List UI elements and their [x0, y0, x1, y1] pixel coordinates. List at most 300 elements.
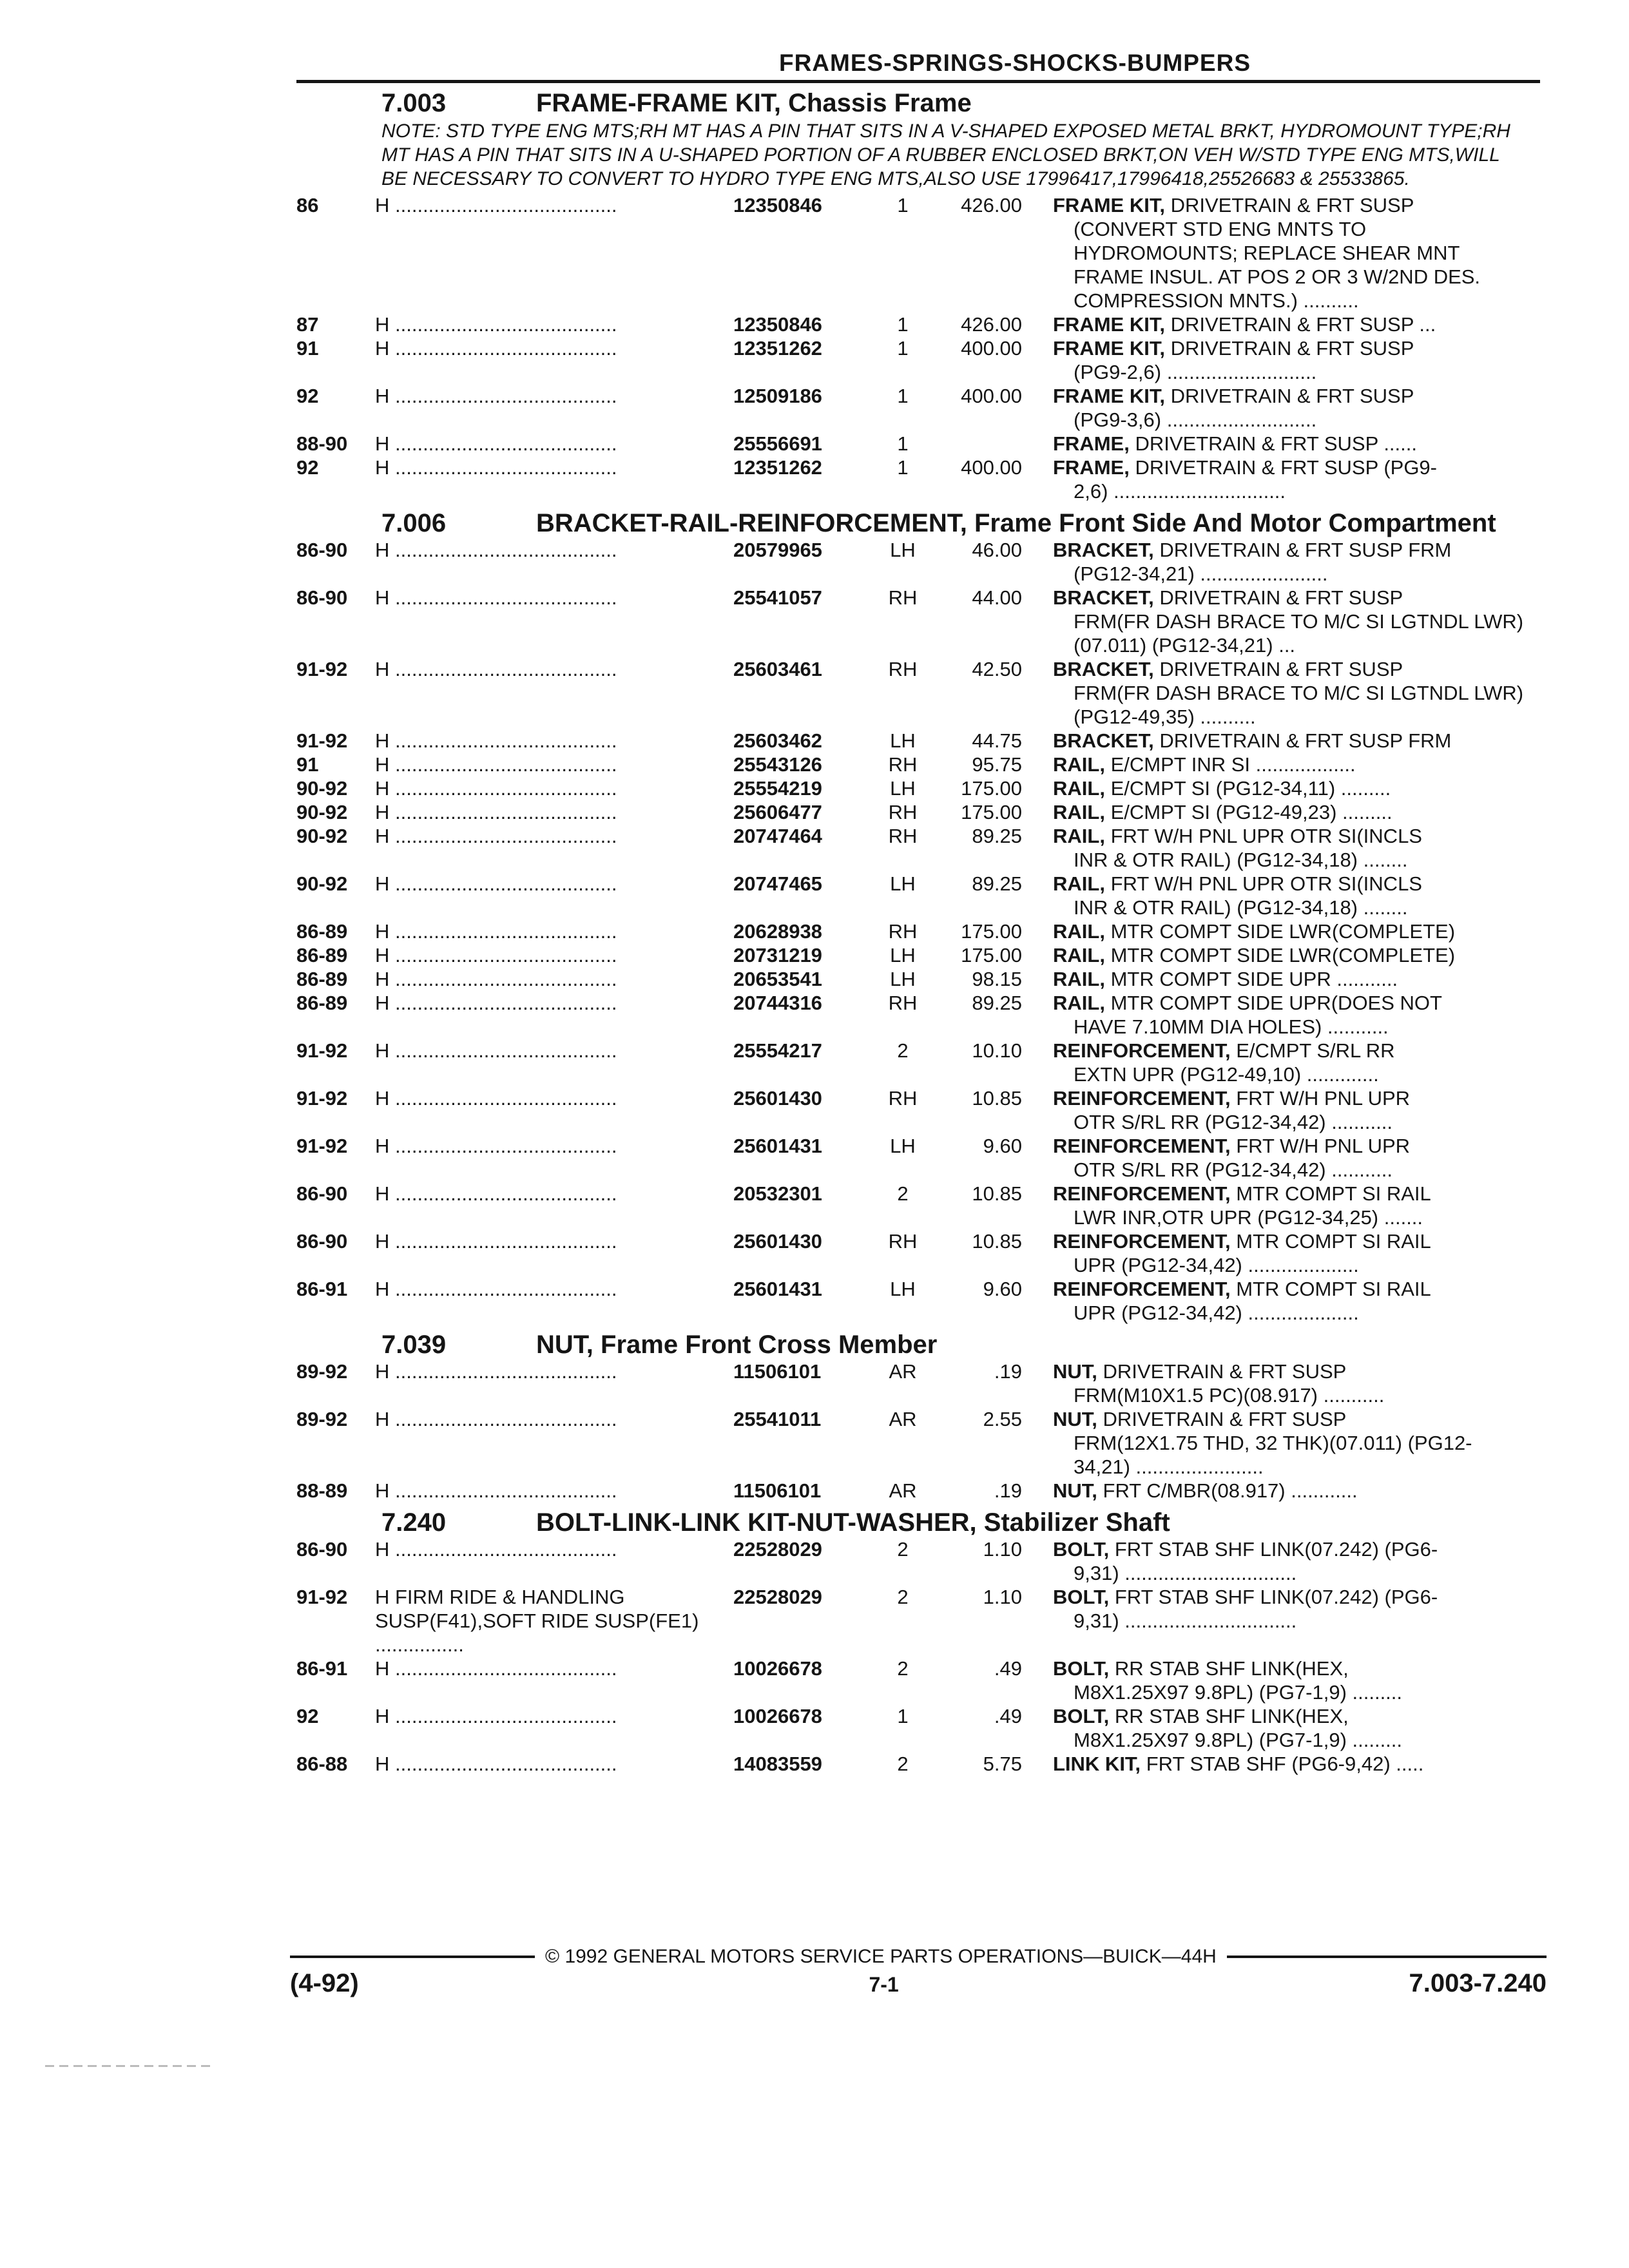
quantity: LH — [890, 777, 916, 800]
model-years: 91-92 — [296, 1135, 348, 1157]
model-years: 91-92 — [296, 729, 348, 752]
parts-row — [296, 456, 1540, 503]
part-number: 25541057 — [733, 586, 822, 609]
part-desc-continued: UPR (PG12-34,42) .................... — [1074, 1302, 1359, 1324]
header-rule — [296, 80, 1540, 83]
part-name: FRAME KIT, — [1053, 313, 1165, 336]
parts-row — [296, 729, 1540, 753]
part-desc-text: RR STAB SHF LINK(HEX, — [1114, 1657, 1349, 1680]
parts-row — [296, 776, 1540, 800]
price: 1.10 — [983, 1586, 1022, 1608]
parts-row — [296, 753, 1540, 776]
part-name: NUT, — [1053, 1360, 1097, 1383]
part-number: 25554217 — [733, 1039, 822, 1062]
footer-line — [290, 1946, 1547, 1968]
part-desc-continued: 9,31) ............................... — [1074, 1562, 1297, 1584]
part-desc-continued: EXTN UPR (PG12-49,10) ............. — [1074, 1063, 1379, 1086]
part-description — [1022, 1277, 1525, 1325]
price: 98.15 — [972, 968, 1022, 990]
price: .19 — [994, 1360, 1022, 1383]
part-description — [1022, 943, 1525, 967]
model-years: 90-92 — [296, 801, 348, 823]
part-desc-text: FRT STAB SHF LINK(07.242) (PG6- — [1114, 1586, 1438, 1608]
price: 400.00 — [961, 456, 1022, 479]
parts-row — [296, 1182, 1540, 1229]
part-number: 12350846 — [733, 194, 822, 216]
part-desc-continued: FRM(FR DASH BRACE TO M/C SI LGTNDL LWR)(07.011) (PG12-34,21) ... — [1074, 610, 1524, 657]
part-number: 11506101 — [733, 1360, 822, 1383]
part-name: BOLT, — [1053, 1657, 1110, 1680]
section-number: 7.039 — [381, 1331, 447, 1359]
part-description — [1022, 1704, 1525, 1752]
part-number: 25603461 — [733, 658, 822, 680]
part-desc-continued: M8X1.25X97 9.8PL) (PG7-1,9) ......... — [1074, 1681, 1403, 1704]
part-number: 25541011 — [733, 1408, 822, 1430]
body-code: H ........................................ — [375, 1230, 617, 1253]
quantity: 1 — [897, 337, 909, 360]
part-name: BOLT, — [1053, 1586, 1110, 1608]
quantity: 1 — [897, 385, 909, 407]
body-code: H ........................................ — [375, 1182, 617, 1205]
model-years: 86-89 — [296, 944, 348, 966]
part-desc-continued: (PG9-3,6) ........................... — [1074, 408, 1317, 431]
quantity: 1 — [897, 1705, 909, 1727]
parts-row — [296, 1752, 1540, 1776]
part-number: 25601431 — [733, 1135, 822, 1157]
parts-row — [296, 800, 1540, 824]
part-desc-continued: 9,31) ............................... — [1074, 1610, 1297, 1632]
body-code: H ........................................ — [375, 313, 617, 336]
parts-row — [296, 1537, 1540, 1585]
price: 175.00 — [961, 777, 1022, 800]
body-code: H ........................................ — [375, 1278, 617, 1300]
section-title-main: NUT, — [536, 1331, 593, 1359]
part-desc-text: E/CMPT SI (PG12-49,23) ......... — [1110, 801, 1393, 823]
body-code: H ........................................ — [375, 194, 617, 216]
quantity: 1 — [897, 456, 909, 479]
quantity: 1 — [897, 313, 909, 336]
part-number: 25601431 — [733, 1278, 822, 1300]
parts-row — [296, 824, 1540, 872]
part-description — [1022, 1657, 1525, 1704]
model-years: 86 — [296, 194, 319, 216]
model-years: 86-89 — [296, 920, 348, 943]
parts-row — [296, 1086, 1540, 1134]
part-description — [1022, 1182, 1525, 1229]
part-description — [1022, 1752, 1525, 1776]
part-desc-continued: INR & OTR RAIL) (PG12-34,18) ........ — [1074, 896, 1408, 919]
page-footer — [290, 1946, 1547, 1998]
part-desc-continued: (CONVERT STD ENG MNTS TO HYDROMOUNTS; REPLACE SHEAR MNT FRAME INSUL. AT POS 2 OR 3 W/2ND DES. COMPRESSION MNTS.) .......... — [1074, 218, 1481, 312]
part-desc-text: FRT W/H PNL UPR OTR SI(INCLS — [1110, 825, 1422, 847]
part-desc-continued: INR & OTR RAIL) (PG12-34,18) ........ — [1074, 849, 1408, 871]
part-desc-text: MTR COMPT SIDE LWR(COMPLETE) — [1110, 920, 1456, 943]
quantity: 2 — [897, 1753, 909, 1775]
part-desc-text: E/CMPT SI (PG12-34,11) ......... — [1110, 777, 1391, 800]
section-subtitle: Frame Front Side And Motor Compartment — [974, 509, 1496, 537]
part-number: 25554219 — [733, 777, 822, 800]
part-number: 20628938 — [733, 920, 822, 943]
parts-row — [296, 1229, 1540, 1277]
part-number: 25556691 — [733, 432, 822, 455]
part-name: RAIL, — [1053, 777, 1105, 800]
section-subtitle: Chassis Frame — [788, 89, 972, 117]
model-years: 91-92 — [296, 1586, 348, 1608]
body-code: H ........................................ — [375, 753, 617, 776]
model-years: 86-89 — [296, 968, 348, 990]
part-desc-text: FRT W/H PNL UPR — [1236, 1135, 1411, 1157]
parts-row — [296, 1657, 1540, 1704]
price: 9.60 — [983, 1278, 1022, 1300]
part-name: FRAME KIT, — [1053, 337, 1165, 360]
part-description — [1022, 384, 1525, 432]
quantity: LH — [890, 539, 916, 561]
body-code: H ........................................ — [375, 432, 617, 455]
part-desc-text: E/CMPT S/RL RR — [1236, 1039, 1395, 1062]
model-years: 90-92 — [296, 872, 348, 895]
parts-row — [296, 991, 1540, 1039]
body-code: H ........................................ — [375, 1087, 617, 1110]
price: 10.85 — [972, 1230, 1022, 1253]
part-desc-continued: M8X1.25X97 9.8PL) (PG7-1,9) ......... — [1074, 1729, 1403, 1751]
model-years: 86-90 — [296, 1538, 348, 1561]
part-number: 20653541 — [733, 968, 822, 990]
price: 46.00 — [972, 539, 1022, 561]
part-name: RAIL, — [1053, 872, 1105, 895]
quantity: AR — [889, 1408, 917, 1430]
part-description — [1022, 657, 1525, 729]
parts-row — [296, 919, 1540, 943]
model-years: 86-91 — [296, 1278, 348, 1300]
model-years: 91 — [296, 337, 319, 360]
price: 42.50 — [972, 658, 1022, 680]
part-desc-text: MTR COMPT SI RAIL — [1236, 1278, 1431, 1300]
price: 10.85 — [972, 1182, 1022, 1205]
section-title-main: BRACKET-RAIL-REINFORCEMENT, — [536, 509, 967, 537]
body-code: H ........................................ — [375, 1039, 617, 1062]
parts-row — [296, 657, 1540, 729]
price: .49 — [994, 1657, 1022, 1680]
part-desc-continued: FRM(12X1.75 THD, 32 THK)(07.011) (PG12-34,21) ....................... — [1074, 1432, 1472, 1478]
part-number: 11506101 — [733, 1479, 822, 1502]
parts-row — [296, 872, 1540, 919]
model-years: 86-90 — [296, 539, 348, 561]
section-title-main: BOLT-LINK-LINK KIT-NUT-WASHER, — [536, 1508, 977, 1537]
part-number: 12351262 — [733, 337, 822, 360]
part-description — [1022, 456, 1525, 503]
part-name: REINFORCEMENT, — [1053, 1278, 1231, 1300]
model-years: 91 — [296, 753, 319, 776]
part-number: 25603462 — [733, 729, 822, 752]
section-number: 7.003 — [381, 89, 447, 117]
catalog-page — [296, 49, 1540, 1776]
part-number: 10026678 — [733, 1657, 822, 1680]
part-description — [1022, 1360, 1525, 1407]
part-desc-text: MTR COMPT SIDE UPR(DOES NOT — [1110, 992, 1442, 1014]
part-number: 25606477 — [733, 801, 822, 823]
part-description — [1022, 872, 1525, 919]
parts-row — [296, 967, 1540, 991]
part-desc-text: DRIVETRAIN & FRT SUSP — [1103, 1408, 1347, 1430]
body-code: H ........................................ — [375, 1753, 617, 1775]
part-desc-text: FRT STAB SHF LINK(07.242) (PG6- — [1114, 1538, 1438, 1561]
price: 44.00 — [972, 586, 1022, 609]
model-years: 91-92 — [296, 1087, 348, 1110]
section-number: 7.240 — [381, 1508, 447, 1537]
parts-row — [296, 1479, 1540, 1503]
quantity: RH — [888, 920, 918, 943]
section-heading — [296, 1508, 1540, 1537]
body-code: H ........................................ — [375, 1657, 617, 1680]
body-code: H ........................................ — [375, 539, 617, 561]
part-description — [1022, 1407, 1525, 1479]
model-years: 91-92 — [296, 1039, 348, 1062]
price: 175.00 — [961, 801, 1022, 823]
part-name: BRACKET, — [1053, 539, 1154, 561]
body-code: H ........................................ — [375, 1135, 617, 1157]
part-number: 25601430 — [733, 1087, 822, 1110]
footer-rule-right — [1227, 1956, 1547, 1958]
quantity: LH — [890, 1278, 916, 1300]
part-name: NUT, — [1053, 1479, 1097, 1502]
part-description — [1022, 1537, 1525, 1585]
body-code: H ........................................ — [375, 944, 617, 966]
part-desc-continued: 2,6) ............................... — [1074, 480, 1286, 503]
quantity: AR — [889, 1479, 917, 1502]
section-heading — [296, 508, 1540, 538]
part-number: 12351262 — [733, 456, 822, 479]
part-name: REINFORCEMENT, — [1053, 1087, 1231, 1110]
part-number: 14083559 — [733, 1753, 822, 1775]
part-desc-text: FRT C/MBR(08.917) ............ — [1103, 1479, 1358, 1502]
model-years: 86-91 — [296, 1657, 348, 1680]
section-title — [536, 1508, 1528, 1537]
section-title — [536, 508, 1528, 538]
quantity: 2 — [897, 1586, 909, 1608]
part-description — [1022, 776, 1525, 800]
part-description — [1022, 312, 1525, 336]
part-number: 22528029 — [733, 1538, 822, 1561]
part-description — [1022, 1039, 1525, 1086]
model-years: 86-90 — [296, 1182, 348, 1205]
body-code: H ........................................ — [375, 968, 617, 990]
part-name: REINFORCEMENT, — [1053, 1182, 1231, 1205]
section-subtitle: Stabilizer Shaft — [983, 1508, 1170, 1537]
part-desc-text: DRIVETRAIN & FRT SUSP ...... — [1135, 432, 1417, 455]
part-name: NUT, — [1053, 1408, 1097, 1430]
price: 175.00 — [961, 944, 1022, 966]
price: 5.75 — [983, 1753, 1022, 1775]
price: 426.00 — [961, 313, 1022, 336]
part-description — [1022, 336, 1525, 384]
price: 175.00 — [961, 920, 1022, 943]
body-code: H ........................................ — [375, 825, 617, 847]
footer-rule-left — [290, 1956, 535, 1958]
body-code: H ........................................ — [375, 729, 617, 752]
part-name: RAIL, — [1053, 825, 1105, 847]
quantity: 2 — [897, 1657, 909, 1680]
model-years: 86-89 — [296, 992, 348, 1014]
footer-bottom — [290, 1969, 1547, 1998]
part-desc-text: DRIVETRAIN & FRT SUSP (PG9- — [1135, 456, 1437, 479]
part-description — [1022, 729, 1525, 753]
price: 89.25 — [972, 872, 1022, 895]
part-description — [1022, 753, 1525, 776]
part-description — [1022, 919, 1525, 943]
part-name: BRACKET, — [1053, 658, 1154, 680]
quantity: LH — [890, 872, 916, 895]
part-desc-text: DRIVETRAIN & FRT SUSP FRM — [1159, 539, 1452, 561]
quantity: 2 — [897, 1039, 909, 1062]
part-name: RAIL, — [1053, 944, 1105, 966]
model-years: 90-92 — [296, 777, 348, 800]
section-heading — [296, 1330, 1540, 1360]
part-number: 20747464 — [733, 825, 822, 847]
body-code: H ........................................ — [375, 385, 617, 407]
part-name: RAIL, — [1053, 753, 1105, 776]
parts-row — [296, 1585, 1540, 1657]
part-desc-text: FRT W/H PNL UPR OTR SI(INCLS — [1110, 872, 1422, 895]
part-desc-text: MTR COMPT SI RAIL — [1236, 1182, 1431, 1205]
part-description — [1022, 800, 1525, 824]
price: .19 — [994, 1479, 1022, 1502]
part-name: FRAME KIT, — [1053, 385, 1165, 407]
model-years: 90-92 — [296, 825, 348, 847]
part-number: 25543126 — [733, 753, 822, 776]
body-code: H ........................................ — [375, 1705, 617, 1727]
part-desc-continued: UPR (PG12-34,42) .................... — [1074, 1254, 1359, 1276]
part-number: 25601430 — [733, 1230, 822, 1253]
body-code: H ........................................ — [375, 872, 617, 895]
parts-row — [296, 1360, 1540, 1407]
price: 95.75 — [972, 753, 1022, 776]
model-years: 86-88 — [296, 1753, 348, 1775]
part-description — [1022, 1585, 1525, 1633]
parts-row — [296, 1277, 1540, 1325]
quantity: LH — [890, 968, 916, 990]
footer-date: (4-92) — [290, 1969, 359, 1997]
quantity: RH — [888, 825, 918, 847]
footer-page-number: 7-1 — [869, 1973, 899, 1996]
part-name: REINFORCEMENT, — [1053, 1230, 1231, 1253]
part-name: BOLT, — [1053, 1538, 1110, 1561]
footer-range: 7.003-7.240 — [1409, 1969, 1547, 1997]
part-description — [1022, 538, 1525, 586]
section-number: 7.006 — [381, 509, 447, 537]
model-years: 92 — [296, 1705, 319, 1727]
part-name: BOLT, — [1053, 1705, 1110, 1727]
section-heading — [296, 88, 1540, 118]
body-code: H ........................................ — [375, 801, 617, 823]
part-desc-text: FRT W/H PNL UPR — [1236, 1087, 1411, 1110]
price: 400.00 — [961, 337, 1022, 360]
part-description — [1022, 824, 1525, 872]
part-desc-text: E/CMPT INR SI .................. — [1110, 753, 1356, 776]
section-title-main: FRAME-FRAME KIT, — [536, 89, 781, 117]
part-desc-continued: (PG12-34,21) ....................... — [1074, 562, 1328, 585]
parts-row — [296, 538, 1540, 586]
part-desc-text: DRIVETRAIN & FRT SUSP — [1103, 1360, 1347, 1383]
body-code: H ........................................ — [375, 1538, 617, 1561]
price: 10.10 — [972, 1039, 1022, 1062]
quantity: 2 — [897, 1538, 909, 1561]
part-number: 20731219 — [733, 944, 822, 966]
part-name: FRAME KIT, — [1053, 194, 1165, 216]
part-number: 20747465 — [733, 872, 822, 895]
body-code: H ........................................ — [375, 337, 617, 360]
part-number: 20744316 — [733, 992, 822, 1014]
footer-copyright: © 1992 GENERAL MOTORS SERVICE PARTS OPERATIONS—BUICK—44H — [545, 1946, 1217, 1967]
parts-row — [296, 312, 1540, 336]
model-years: 92 — [296, 385, 319, 407]
parts-row — [296, 1039, 1540, 1086]
part-number: 12350846 — [733, 313, 822, 336]
parts-row — [296, 1704, 1540, 1752]
part-name: RAIL, — [1053, 920, 1105, 943]
price: 1.10 — [983, 1538, 1022, 1561]
quantity: LH — [890, 1135, 916, 1157]
body-code: H ........................................ — [375, 1479, 617, 1502]
parts-row — [296, 1134, 1540, 1182]
quantity: 1 — [897, 432, 909, 455]
part-desc-text: DRIVETRAIN & FRT SUSP — [1170, 385, 1414, 407]
sections-container — [296, 88, 1540, 1776]
part-description — [1022, 1134, 1525, 1182]
model-years: 87 — [296, 313, 319, 336]
quantity: RH — [888, 992, 918, 1014]
part-desc-text: DRIVETRAIN & FRT SUSP ... — [1170, 313, 1436, 336]
part-name: FRAME, — [1053, 456, 1130, 479]
quantity: RH — [888, 586, 918, 609]
scan-artifact — [45, 2065, 213, 2067]
price: .49 — [994, 1705, 1022, 1727]
part-name: BRACKET, — [1053, 586, 1154, 609]
model-years: 86-90 — [296, 586, 348, 609]
model-years: 86-90 — [296, 1230, 348, 1253]
body-code: H ........................................ — [375, 1360, 617, 1383]
price: 400.00 — [961, 385, 1022, 407]
price: 9.60 — [983, 1135, 1022, 1157]
part-name: REINFORCEMENT, — [1053, 1039, 1231, 1062]
quantity: AR — [889, 1360, 917, 1383]
part-name: RAIL, — [1053, 968, 1105, 990]
page-title: FRAMES-SPRINGS-SHOCKS-BUMPERS — [778, 50, 1251, 76]
quantity: RH — [888, 753, 918, 776]
model-years: 88-89 — [296, 1479, 348, 1502]
part-desc-continued: FRM(M10X1.5 PC)(08.917) ........... — [1074, 1384, 1385, 1407]
price: 44.75 — [972, 729, 1022, 752]
model-years: 91-92 — [296, 658, 348, 680]
part-name: BRACKET, — [1053, 729, 1154, 752]
part-desc-continued: (PG9-2,6) ........................... — [1074, 361, 1317, 383]
model-years: 89-92 — [296, 1360, 348, 1383]
model-years: 89-92 — [296, 1408, 348, 1430]
part-desc-text: DRIVETRAIN & FRT SUSP — [1159, 586, 1403, 609]
quantity: RH — [888, 801, 918, 823]
parts-row — [296, 193, 1540, 312]
body-code: H ........................................ — [375, 920, 617, 943]
part-name: RAIL, — [1053, 992, 1105, 1014]
part-name: LINK KIT, — [1053, 1753, 1141, 1775]
quantity: RH — [888, 1087, 918, 1110]
price: 2.55 — [983, 1408, 1022, 1430]
quantity: 2 — [897, 1182, 909, 1205]
part-desc-text: MTR COMPT SI RAIL — [1236, 1230, 1431, 1253]
body-code: H ........................................ — [375, 777, 617, 800]
part-desc-text: RR STAB SHF LINK(HEX, — [1114, 1705, 1349, 1727]
quantity: RH — [888, 658, 918, 680]
parts-row — [296, 336, 1540, 384]
